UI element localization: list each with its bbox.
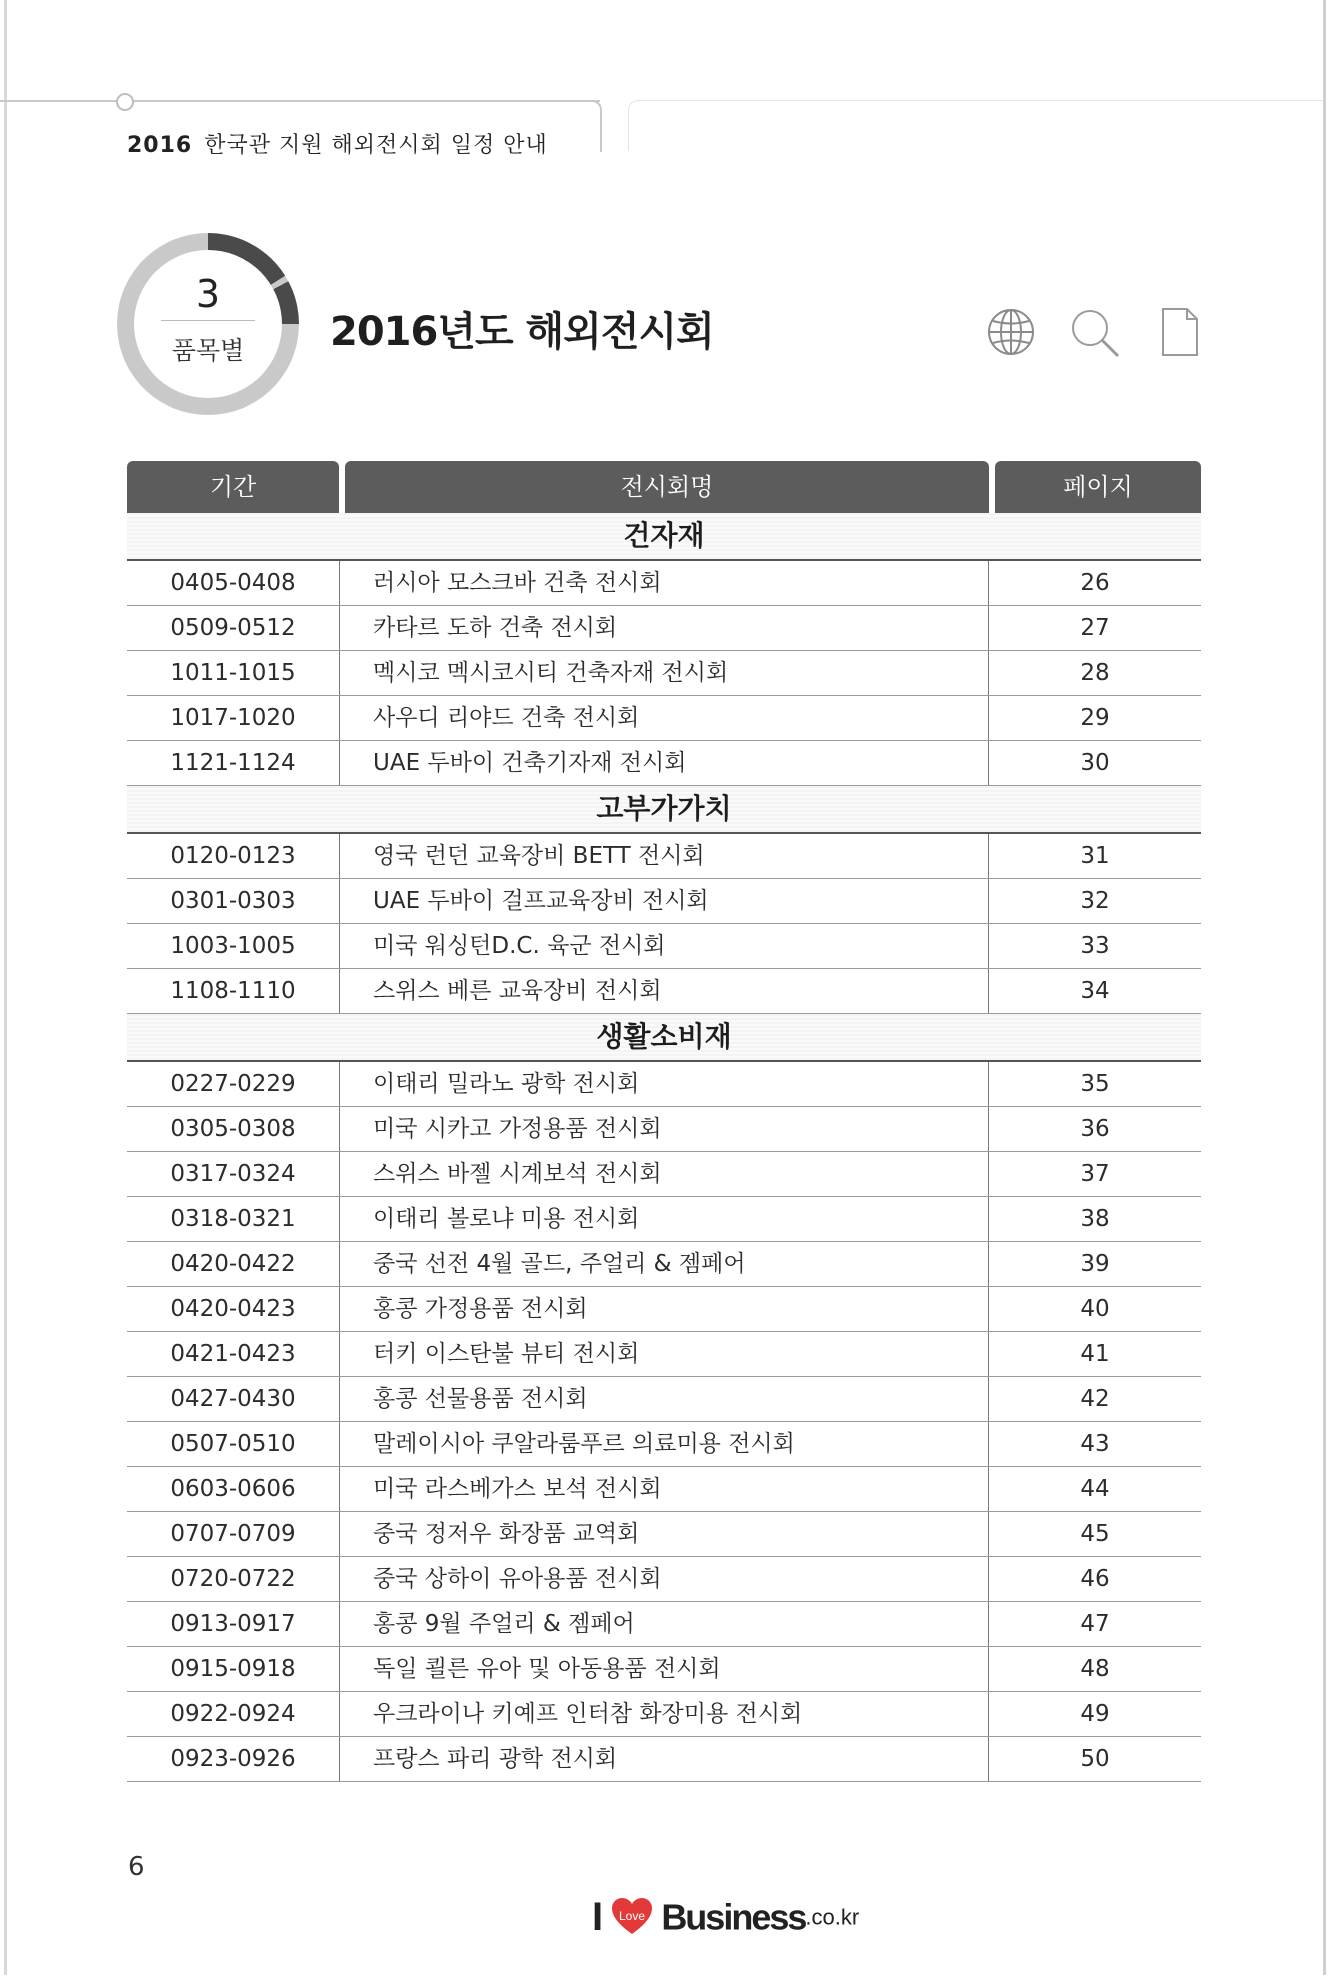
exhibition-name-cell: 중국 상하이 유아용품 전시회 bbox=[339, 1557, 989, 1601]
period-cell: 0922-0924 bbox=[127, 1692, 340, 1736]
page-cell: 27 bbox=[1080, 615, 1110, 641]
exhibition-name-cell: 스위스 바젤 시계보석 전시회 bbox=[339, 1152, 989, 1196]
table-row bbox=[127, 696, 1201, 741]
period-cell: 0420-0423 bbox=[127, 1287, 340, 1331]
exhibition-name-cell: 독일 쾰른 유아 및 아동용품 전시회 bbox=[339, 1647, 989, 1691]
exhibition-name-cell: 홍콩 선물용품 전시회 bbox=[339, 1377, 989, 1421]
period-cell: 0509-0512 bbox=[127, 606, 340, 650]
page-cell: 38 bbox=[1080, 1206, 1110, 1232]
page-cell: 46 bbox=[1080, 1566, 1110, 1592]
table-row bbox=[127, 1197, 1201, 1242]
badge-inner bbox=[134, 250, 282, 398]
table-header bbox=[127, 461, 1201, 513]
section-badge bbox=[117, 233, 299, 415]
table-row bbox=[127, 1467, 1201, 1512]
page-cell: 50 bbox=[1080, 1746, 1110, 1772]
period-cell: 0913-0917 bbox=[127, 1602, 340, 1646]
exhibition-name-cell: UAE 두바이 걸프교육장비 전시회 bbox=[339, 879, 989, 923]
page-cell: 49 bbox=[1080, 1701, 1110, 1727]
page-cell: 33 bbox=[1080, 933, 1110, 959]
badge-number: 3 bbox=[195, 272, 221, 316]
logo-i: I bbox=[592, 1895, 604, 1939]
page-cell: 41 bbox=[1080, 1341, 1110, 1367]
exhibition-name-cell: 멕시코 멕시코시티 건축자재 전시회 bbox=[339, 651, 989, 695]
period-cell: 0120-0123 bbox=[127, 834, 340, 878]
table-row bbox=[127, 1422, 1201, 1467]
table-row bbox=[127, 924, 1201, 969]
table-row bbox=[127, 969, 1201, 1014]
search-icon bbox=[1068, 306, 1124, 366]
badge-divider bbox=[161, 320, 255, 321]
running-header bbox=[127, 128, 548, 159]
table-row bbox=[127, 741, 1201, 786]
header-box bbox=[628, 100, 1324, 151]
header-period: 기간 bbox=[127, 461, 339, 513]
logo-business: Business bbox=[661, 1896, 806, 1938]
heart-icon bbox=[610, 1896, 654, 1940]
exhibition-name-cell: 사우디 리야드 건축 전시회 bbox=[339, 696, 989, 740]
period-cell: 0405-0408 bbox=[127, 561, 340, 605]
table-row bbox=[127, 561, 1201, 606]
period-cell: 0427-0430 bbox=[127, 1377, 340, 1421]
table-row bbox=[127, 1377, 1201, 1422]
logo-love: Love bbox=[619, 1908, 646, 1923]
exhibition-name-cell: 터키 이스탄불 뷰티 전시회 bbox=[339, 1332, 989, 1376]
table-row bbox=[127, 834, 1201, 879]
exhibition-name-cell: 말레이시아 쿠알라룸푸르 의료미용 전시회 bbox=[339, 1422, 989, 1466]
exhibition-name-cell: 러시아 모스크바 건축 전시회 bbox=[339, 561, 989, 605]
exhibition-table bbox=[127, 461, 1201, 1782]
category-row: 고부가가치 bbox=[127, 786, 1201, 834]
page-cell: 37 bbox=[1080, 1161, 1110, 1187]
period-cell: 0923-0926 bbox=[127, 1737, 340, 1781]
exhibition-name-cell: 중국 정저우 화장품 교역회 bbox=[339, 1512, 989, 1556]
logo-domain: .co.kr bbox=[805, 1904, 860, 1930]
page-cell: 30 bbox=[1080, 750, 1110, 776]
footer-logo bbox=[592, 1895, 859, 1945]
exhibition-name-cell: 이태리 볼로냐 미용 전시회 bbox=[339, 1197, 989, 1241]
page-cell: 43 bbox=[1080, 1431, 1110, 1457]
table-row bbox=[127, 1287, 1201, 1332]
header-corner bbox=[560, 100, 602, 152]
exhibition-name-cell: 미국 라스베가스 보석 전시회 bbox=[339, 1467, 989, 1511]
section-title: 2016년도 해외전시회 bbox=[330, 309, 714, 355]
table-row bbox=[127, 1647, 1201, 1692]
exhibition-name-cell: 카타르 도하 건축 전시회 bbox=[339, 606, 989, 650]
page-cell: 26 bbox=[1080, 570, 1110, 596]
exhibition-name-cell: 스위스 베른 교육장비 전시회 bbox=[339, 969, 989, 1013]
page-cell: 34 bbox=[1080, 978, 1110, 1004]
period-cell: 1003-1005 bbox=[127, 924, 340, 968]
page-cell: 28 bbox=[1080, 660, 1110, 686]
exhibition-name-cell: 미국 시카고 가정용품 전시회 bbox=[339, 1107, 989, 1151]
table-row bbox=[127, 1692, 1201, 1737]
table-body bbox=[127, 513, 1201, 1782]
page-cell: 32 bbox=[1080, 888, 1110, 914]
exhibition-name-cell: 이태리 밀라노 광학 전시회 bbox=[339, 1062, 989, 1106]
page-cell: 35 bbox=[1080, 1071, 1110, 1097]
exhibition-name-cell: 영국 런던 교육장비 BETT 전시회 bbox=[339, 834, 989, 878]
exhibition-name-cell: 홍콩 가정용품 전시회 bbox=[339, 1287, 989, 1331]
table-row bbox=[127, 1512, 1201, 1557]
page-cell: 45 bbox=[1080, 1521, 1110, 1547]
page-cell: 42 bbox=[1080, 1386, 1110, 1412]
page-cell: 48 bbox=[1080, 1656, 1110, 1682]
table-row bbox=[127, 1107, 1201, 1152]
period-cell: 0301-0303 bbox=[127, 879, 340, 923]
table-row bbox=[127, 1332, 1201, 1377]
header-rule bbox=[0, 100, 600, 102]
exhibition-name-cell: 프랑스 파리 광학 전시회 bbox=[339, 1737, 989, 1781]
page-cell: 39 bbox=[1080, 1251, 1110, 1277]
period-cell: 0305-0308 bbox=[127, 1107, 340, 1151]
period-cell: 0603-0606 bbox=[127, 1467, 340, 1511]
table-row bbox=[127, 606, 1201, 651]
period-cell: 0720-0722 bbox=[127, 1557, 340, 1601]
header-title: 한국관 지원 해외전시회 일정 안내 bbox=[204, 133, 548, 158]
table-row bbox=[127, 1737, 1201, 1782]
table-row bbox=[127, 1242, 1201, 1287]
period-cell: 0707-0709 bbox=[127, 1512, 340, 1556]
period-cell: 0420-0422 bbox=[127, 1242, 340, 1286]
table-row bbox=[127, 1152, 1201, 1197]
globe-icon bbox=[985, 306, 1037, 362]
category-row: 건자재 bbox=[127, 513, 1201, 561]
page-cell: 44 bbox=[1080, 1476, 1110, 1502]
header-year: 2016 bbox=[127, 133, 193, 158]
table-row bbox=[127, 1557, 1201, 1602]
exhibition-name-cell: 미국 워싱턴D.C. 육군 전시회 bbox=[339, 924, 989, 968]
period-cell: 0507-0510 bbox=[127, 1422, 340, 1466]
exhibition-name-cell: UAE 두바이 건축기자재 전시회 bbox=[339, 741, 989, 785]
period-cell: 0227-0229 bbox=[127, 1062, 340, 1106]
period-cell: 1121-1124 bbox=[127, 741, 340, 785]
page-number: 6 bbox=[128, 1852, 145, 1882]
exhibition-name-cell: 중국 선전 4월 골드, 주얼리 & 젬페어 bbox=[339, 1242, 989, 1286]
badge-label: 품목별 bbox=[171, 336, 245, 365]
category-row: 생활소비재 bbox=[127, 1014, 1201, 1062]
table-row bbox=[127, 651, 1201, 696]
page-cell: 31 bbox=[1080, 843, 1110, 869]
table-row bbox=[127, 1602, 1201, 1647]
page-cell: 40 bbox=[1080, 1296, 1110, 1322]
period-cell: 0915-0918 bbox=[127, 1647, 340, 1691]
header-dot bbox=[116, 93, 134, 111]
page-cell: 36 bbox=[1080, 1116, 1110, 1142]
period-cell: 1011-1015 bbox=[127, 651, 340, 695]
period-cell: 1108-1110 bbox=[127, 969, 340, 1013]
page-cell: 47 bbox=[1080, 1611, 1110, 1637]
period-cell: 1017-1020 bbox=[127, 696, 340, 740]
period-cell: 0421-0423 bbox=[127, 1332, 340, 1376]
document-icon bbox=[1160, 306, 1200, 362]
header-exhibition-name: 전시회명 bbox=[345, 461, 989, 513]
table-row bbox=[127, 1062, 1201, 1107]
period-cell: 0317-0324 bbox=[127, 1152, 340, 1196]
exhibition-name-cell: 우크라이나 키예프 인터참 화장미용 전시회 bbox=[339, 1692, 989, 1736]
exhibition-name-cell: 홍콩 9월 주얼리 & 젬페어 bbox=[339, 1602, 989, 1646]
period-cell: 0318-0321 bbox=[127, 1197, 340, 1241]
header-page: 페이지 bbox=[995, 461, 1201, 513]
page-cell: 29 bbox=[1080, 705, 1110, 731]
table-row bbox=[127, 879, 1201, 924]
